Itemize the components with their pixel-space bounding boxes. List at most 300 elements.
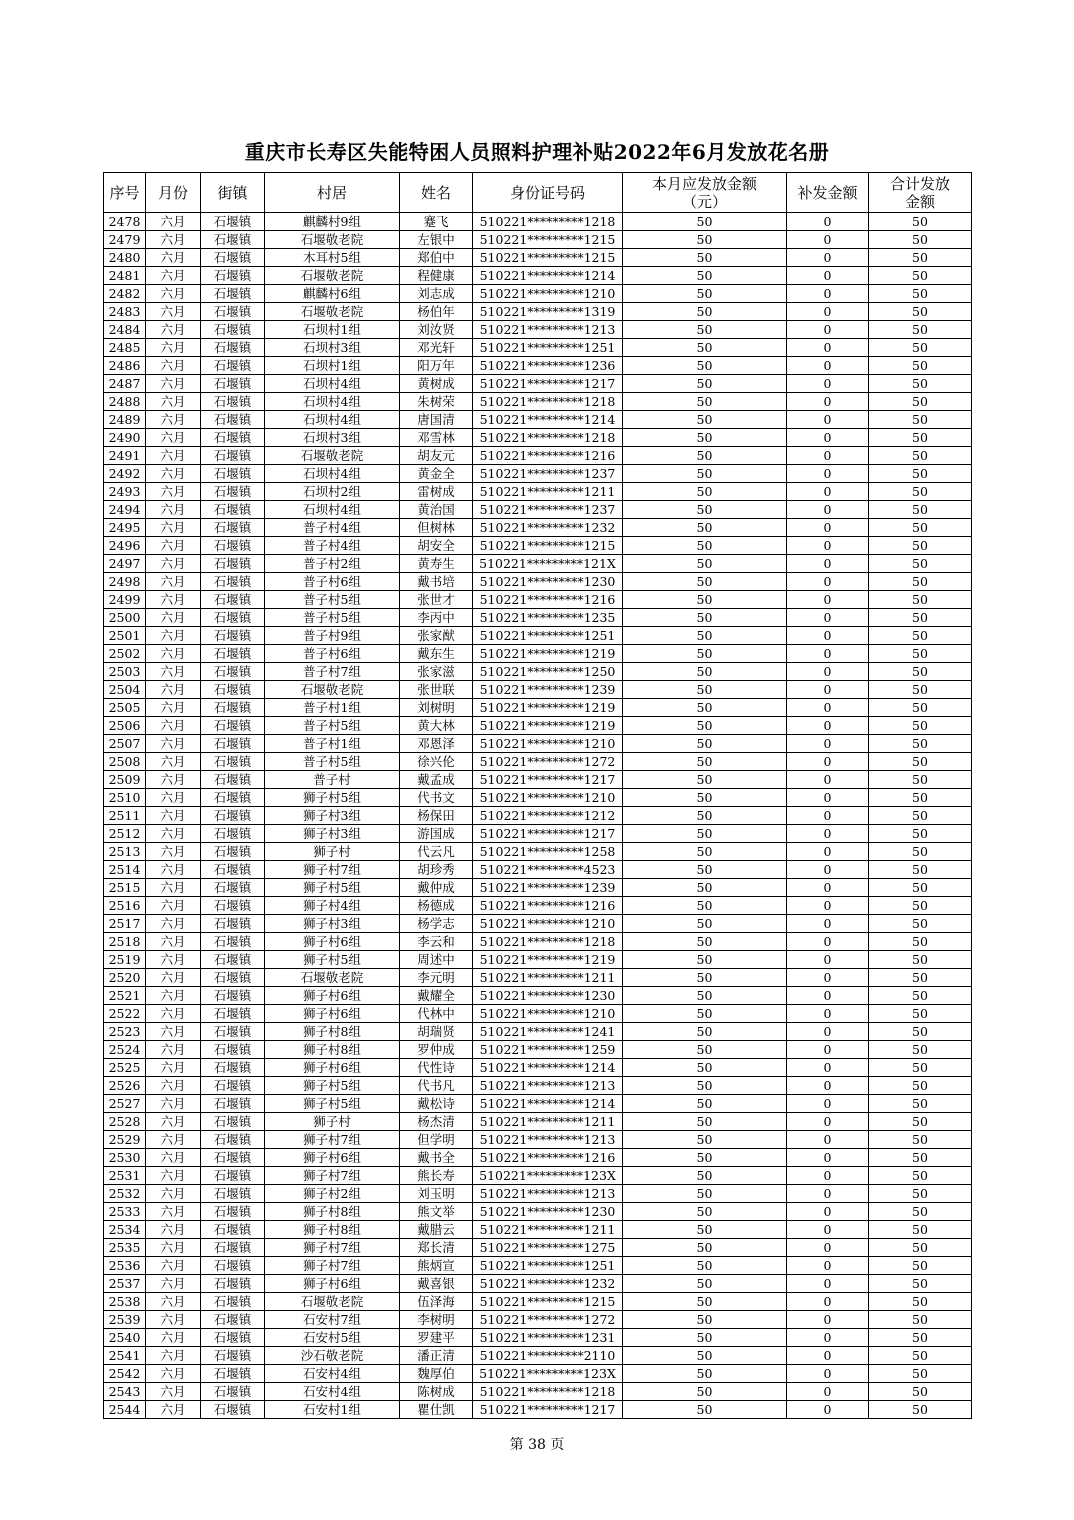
- cell-total-amount: 50: [869, 591, 972, 609]
- cell-name: 胡安全: [400, 537, 473, 555]
- table-row: [104, 573, 972, 591]
- cell-village: 狮子村8组: [265, 1041, 400, 1059]
- cell-month: 六月: [146, 1293, 201, 1311]
- cell-month: 六月: [146, 843, 201, 861]
- cell-name: 胡友元: [400, 447, 473, 465]
- cell-seq: 2483: [104, 303, 146, 321]
- cell-name: 刘树明: [400, 699, 473, 717]
- cell-total-amount: 50: [869, 969, 972, 987]
- cell-name: 杨杰清: [400, 1113, 473, 1131]
- cell-month: 六月: [146, 1365, 201, 1383]
- cell-supplement-amount: 0: [787, 753, 869, 771]
- cell-month: 六月: [146, 555, 201, 573]
- cell-id-number: 510221*********1210: [473, 1005, 623, 1023]
- cell-village: 狮子村8组: [265, 1023, 400, 1041]
- table-row: [104, 1077, 972, 1095]
- cell-name: 戴松诗: [400, 1095, 473, 1113]
- cell-total-amount: 50: [869, 1365, 972, 1383]
- cell-id-number: 510221*********1251: [473, 339, 623, 357]
- cell-id-number: 510221*********1211: [473, 1221, 623, 1239]
- cell-month: 六月: [146, 1347, 201, 1365]
- cell-month: 六月: [146, 1113, 201, 1131]
- cell-monthly-amount: 50: [623, 393, 787, 411]
- cell-monthly-amount: 50: [623, 1077, 787, 1095]
- cell-village: 狮子村7组: [265, 861, 400, 879]
- cell-total-amount: 50: [869, 285, 972, 303]
- cell-month: 六月: [146, 357, 201, 375]
- cell-town: 石堰镇: [201, 879, 265, 897]
- cell-name: 张家滋: [400, 663, 473, 681]
- cell-monthly-amount: 50: [623, 321, 787, 339]
- cell-name: 代云凡: [400, 843, 473, 861]
- cell-supplement-amount: 0: [787, 807, 869, 825]
- cell-town: 石堰镇: [201, 357, 265, 375]
- cell-name: 潘正清: [400, 1347, 473, 1365]
- cell-id-number: 510221*********1251: [473, 1257, 623, 1275]
- cell-seq: 2480: [104, 249, 146, 267]
- cell-supplement-amount: 0: [787, 357, 869, 375]
- cell-name: 徐兴伦: [400, 753, 473, 771]
- table-row: [104, 663, 972, 681]
- cell-supplement-amount: 0: [787, 1149, 869, 1167]
- cell-id-number: 510221*********1251: [473, 627, 623, 645]
- cell-seq: 2508: [104, 753, 146, 771]
- cell-village: 狮子村7组: [265, 1239, 400, 1257]
- cell-supplement-amount: 0: [787, 483, 869, 501]
- cell-name: 熊长寿: [400, 1167, 473, 1185]
- cell-name: 代性诗: [400, 1059, 473, 1077]
- cell-supplement-amount: 0: [787, 663, 869, 681]
- cell-total-amount: 50: [869, 447, 972, 465]
- cell-total-amount: 50: [869, 321, 972, 339]
- cell-monthly-amount: 50: [623, 465, 787, 483]
- cell-month: 六月: [146, 321, 201, 339]
- cell-name: 杨伯年: [400, 303, 473, 321]
- table-row: [104, 861, 972, 879]
- cell-name: 戴耀全: [400, 987, 473, 1005]
- cell-town: 石堰镇: [201, 1041, 265, 1059]
- cell-village: 石堰敬老院: [265, 303, 400, 321]
- cell-name: 黄治国: [400, 501, 473, 519]
- cell-name: 代书凡: [400, 1077, 473, 1095]
- cell-town: 石堰镇: [201, 1401, 265, 1419]
- cell-town: 石堰镇: [201, 789, 265, 807]
- cell-seq: 2532: [104, 1185, 146, 1203]
- cell-seq: 2490: [104, 429, 146, 447]
- cell-supplement-amount: 0: [787, 519, 869, 537]
- table-row: [104, 807, 972, 825]
- cell-id-number: 510221*********1217: [473, 375, 623, 393]
- cell-town: 石堰镇: [201, 969, 265, 987]
- cell-month: 六月: [146, 1203, 201, 1221]
- cell-id-number: 510221*********1230: [473, 1203, 623, 1221]
- cell-supplement-amount: 0: [787, 285, 869, 303]
- cell-month: 六月: [146, 609, 201, 627]
- cell-town: 石堰镇: [201, 1347, 265, 1365]
- cell-total-amount: 50: [869, 753, 972, 771]
- cell-town: 石堰镇: [201, 1383, 265, 1401]
- cell-monthly-amount: 50: [623, 1041, 787, 1059]
- cell-village: 普子村5组: [265, 609, 400, 627]
- cell-supplement-amount: 0: [787, 267, 869, 285]
- cell-month: 六月: [146, 1221, 201, 1239]
- table-row: [104, 1131, 972, 1149]
- cell-total-amount: 50: [869, 663, 972, 681]
- cell-monthly-amount: 50: [623, 951, 787, 969]
- cell-village: 狮子村3组: [265, 807, 400, 825]
- cell-village: 普子村9组: [265, 627, 400, 645]
- table-row: [104, 1221, 972, 1239]
- cell-supplement-amount: 0: [787, 501, 869, 519]
- cell-name: 黄大林: [400, 717, 473, 735]
- cell-name: 黄寿生: [400, 555, 473, 573]
- cell-total-amount: 50: [869, 699, 972, 717]
- cell-village: 石安村4组: [265, 1365, 400, 1383]
- cell-id-number: 510221*********1218: [473, 429, 623, 447]
- cell-month: 六月: [146, 501, 201, 519]
- cell-town: 石堰镇: [201, 1185, 265, 1203]
- cell-town: 石堰镇: [201, 1365, 265, 1383]
- cell-town: 石堰镇: [201, 843, 265, 861]
- cell-seq: 2543: [104, 1383, 146, 1401]
- cell-month: 六月: [146, 483, 201, 501]
- cell-id-number: 510221*********1232: [473, 1275, 623, 1293]
- cell-supplement-amount: 0: [787, 1311, 869, 1329]
- cell-name: 戴仲成: [400, 879, 473, 897]
- cell-supplement-amount: 0: [787, 447, 869, 465]
- cell-town: 石堰镇: [201, 249, 265, 267]
- header-total-amount: 合计发放 金额: [869, 173, 972, 213]
- cell-name: 左银中: [400, 231, 473, 249]
- table-row: [104, 375, 972, 393]
- cell-monthly-amount: 50: [623, 1257, 787, 1275]
- cell-id-number: 510221*********1215: [473, 1293, 623, 1311]
- cell-month: 六月: [146, 573, 201, 591]
- cell-monthly-amount: 50: [623, 1149, 787, 1167]
- cell-monthly-amount: 50: [623, 267, 787, 285]
- cell-month: 六月: [146, 393, 201, 411]
- cell-id-number: 510221*********1211: [473, 969, 623, 987]
- cell-monthly-amount: 50: [623, 843, 787, 861]
- cell-village: 石堰敬老院: [265, 447, 400, 465]
- header-monthly-amount: 本月应发放金额 （元）: [623, 173, 787, 213]
- cell-monthly-amount: 50: [623, 1347, 787, 1365]
- cell-seq: 2531: [104, 1167, 146, 1185]
- cell-id-number: 510221*********1219: [473, 699, 623, 717]
- table-row: [104, 1329, 972, 1347]
- cell-name: 杨保田: [400, 807, 473, 825]
- cell-seq: 2487: [104, 375, 146, 393]
- cell-month: 六月: [146, 861, 201, 879]
- cell-total-amount: 50: [869, 933, 972, 951]
- cell-supplement-amount: 0: [787, 645, 869, 663]
- cell-name: 杨德成: [400, 897, 473, 915]
- table-row: [104, 1401, 972, 1419]
- cell-total-amount: 50: [869, 1275, 972, 1293]
- cell-monthly-amount: 50: [623, 735, 787, 753]
- cell-seq: 2514: [104, 861, 146, 879]
- cell-village: 石安村5组: [265, 1329, 400, 1347]
- cell-village: 石堰敬老院: [265, 267, 400, 285]
- cell-id-number: 510221*********1258: [473, 843, 623, 861]
- cell-town: 石堰镇: [201, 213, 265, 231]
- cell-total-amount: 50: [869, 897, 972, 915]
- cell-village: 石堰敬老院: [265, 681, 400, 699]
- cell-supplement-amount: 0: [787, 1203, 869, 1221]
- cell-seq: 2530: [104, 1149, 146, 1167]
- cell-supplement-amount: 0: [787, 1401, 869, 1419]
- cell-village: 狮子村3组: [265, 825, 400, 843]
- table-row: [104, 339, 972, 357]
- cell-seq: 2489: [104, 411, 146, 429]
- cell-total-amount: 50: [869, 1005, 972, 1023]
- cell-village: 狮子村8组: [265, 1203, 400, 1221]
- cell-id-number: 510221*********1241: [473, 1023, 623, 1041]
- cell-id-number: 510221*********1217: [473, 825, 623, 843]
- header-village: 村居: [265, 173, 400, 213]
- cell-total-amount: 50: [869, 951, 972, 969]
- cell-town: 石堰镇: [201, 375, 265, 393]
- table-row: [104, 357, 972, 375]
- cell-village: 狮子村6组: [265, 1059, 400, 1077]
- cell-id-number: 510221*********1239: [473, 681, 623, 699]
- cell-id-number: 510221*********1210: [473, 735, 623, 753]
- cell-seq: 2491: [104, 447, 146, 465]
- cell-town: 石堰镇: [201, 1059, 265, 1077]
- cell-id-number: 510221*********1211: [473, 1113, 623, 1131]
- cell-name: 胡瑞贤: [400, 1023, 473, 1041]
- cell-total-amount: 50: [869, 1113, 972, 1131]
- cell-town: 石堰镇: [201, 753, 265, 771]
- cell-village: 普子村5组: [265, 753, 400, 771]
- table-row: [104, 933, 972, 951]
- cell-village: 石坝村4组: [265, 411, 400, 429]
- cell-month: 六月: [146, 447, 201, 465]
- cell-name: 周述中: [400, 951, 473, 969]
- cell-village: 狮子村6组: [265, 987, 400, 1005]
- cell-total-amount: 50: [869, 483, 972, 501]
- cell-monthly-amount: 50: [623, 681, 787, 699]
- cell-village: 狮子村7组: [265, 1131, 400, 1149]
- cell-seq: 2482: [104, 285, 146, 303]
- cell-name: 罗仲成: [400, 1041, 473, 1059]
- cell-name: 杨学志: [400, 915, 473, 933]
- cell-town: 石堰镇: [201, 681, 265, 699]
- cell-name: 雷树成: [400, 483, 473, 501]
- cell-seq: 2499: [104, 591, 146, 609]
- cell-total-amount: 50: [869, 1311, 972, 1329]
- cell-seq: 2493: [104, 483, 146, 501]
- document-title: 重庆市长寿区失能特困人员照料护理补贴2022年6月发放花名册: [244, 140, 830, 164]
- cell-seq: 2538: [104, 1293, 146, 1311]
- cell-town: 石堰镇: [201, 1203, 265, 1221]
- cell-supplement-amount: 0: [787, 303, 869, 321]
- cell-village: 石安村4组: [265, 1383, 400, 1401]
- cell-town: 石堰镇: [201, 1311, 265, 1329]
- table-row: [104, 1275, 972, 1293]
- cell-town: 石堰镇: [201, 1077, 265, 1095]
- cell-village: 石坝村4组: [265, 465, 400, 483]
- cell-name: 熊文举: [400, 1203, 473, 1221]
- page-number: 第 38 页: [509, 1437, 565, 1453]
- cell-town: 石堰镇: [201, 411, 265, 429]
- cell-town: 石堰镇: [201, 933, 265, 951]
- cell-id-number: 510221*********1272: [473, 753, 623, 771]
- cell-seq: 2542: [104, 1365, 146, 1383]
- cell-village: 狮子村7组: [265, 1167, 400, 1185]
- cell-name: 朱树荣: [400, 393, 473, 411]
- cell-month: 六月: [146, 1383, 201, 1401]
- cell-town: 石堰镇: [201, 321, 265, 339]
- cell-total-amount: 50: [869, 681, 972, 699]
- cell-name: 游国成: [400, 825, 473, 843]
- cell-id-number: 510221*********1210: [473, 285, 623, 303]
- table-row: [104, 303, 972, 321]
- cell-village: 石堰敬老院: [265, 969, 400, 987]
- cell-village: 沙石敬老院: [265, 1347, 400, 1365]
- cell-supplement-amount: 0: [787, 1095, 869, 1113]
- cell-total-amount: 50: [869, 303, 972, 321]
- cell-month: 六月: [146, 1167, 201, 1185]
- cell-village: 普子村7组: [265, 663, 400, 681]
- cell-supplement-amount: 0: [787, 627, 869, 645]
- cell-name: 李元明: [400, 969, 473, 987]
- cell-seq: 2534: [104, 1221, 146, 1239]
- cell-seq: 2503: [104, 663, 146, 681]
- cell-village: 石坝村3组: [265, 429, 400, 447]
- cell-town: 石堰镇: [201, 627, 265, 645]
- cell-id-number: 510221*********1219: [473, 717, 623, 735]
- cell-supplement-amount: 0: [787, 1005, 869, 1023]
- cell-village: 狮子村6组: [265, 1005, 400, 1023]
- cell-village: 狮子村6组: [265, 1149, 400, 1167]
- cell-id-number: 510221*********1218: [473, 1383, 623, 1401]
- cell-name: 伍泽海: [400, 1293, 473, 1311]
- cell-name: 刘玉明: [400, 1185, 473, 1203]
- cell-month: 六月: [146, 267, 201, 285]
- cell-village: 石堰敬老院: [265, 231, 400, 249]
- table-row: [104, 1203, 972, 1221]
- table-row: [104, 213, 972, 231]
- cell-total-amount: 50: [869, 1059, 972, 1077]
- cell-total-amount: 50: [869, 1221, 972, 1239]
- cell-month: 六月: [146, 1257, 201, 1275]
- table-row: [104, 1185, 972, 1203]
- cell-monthly-amount: 50: [623, 537, 787, 555]
- cell-name: 郑伯中: [400, 249, 473, 267]
- cell-supplement-amount: 0: [787, 573, 869, 591]
- cell-seq: 2502: [104, 645, 146, 663]
- cell-supplement-amount: 0: [787, 1167, 869, 1185]
- cell-seq: 2539: [104, 1311, 146, 1329]
- cell-supplement-amount: 0: [787, 321, 869, 339]
- cell-village: 狮子村: [265, 1113, 400, 1131]
- cell-monthly-amount: 50: [623, 357, 787, 375]
- table-row: [104, 501, 972, 519]
- cell-seq: 2500: [104, 609, 146, 627]
- cell-monthly-amount: 50: [623, 627, 787, 645]
- cell-id-number: 510221*********1235: [473, 609, 623, 627]
- cell-month: 六月: [146, 1131, 201, 1149]
- cell-id-number: 510221*********1250: [473, 663, 623, 681]
- table-row: [104, 825, 972, 843]
- cell-village: 石坝村2组: [265, 483, 400, 501]
- cell-month: 六月: [146, 429, 201, 447]
- cell-seq: 2521: [104, 987, 146, 1005]
- cell-supplement-amount: 0: [787, 897, 869, 915]
- cell-seq: 2506: [104, 717, 146, 735]
- cell-village: 木耳村5组: [265, 249, 400, 267]
- cell-village: 石坝村1组: [265, 357, 400, 375]
- cell-supplement-amount: 0: [787, 843, 869, 861]
- cell-id-number: 510221*********1217: [473, 771, 623, 789]
- table-row: [104, 897, 972, 915]
- cell-month: 六月: [146, 1311, 201, 1329]
- cell-supplement-amount: 0: [787, 1383, 869, 1401]
- cell-monthly-amount: 50: [623, 663, 787, 681]
- table-header-row: [104, 173, 972, 213]
- cell-id-number: 510221*********1216: [473, 897, 623, 915]
- cell-month: 六月: [146, 1023, 201, 1041]
- cell-name: 但学明: [400, 1131, 473, 1149]
- cell-seq: 2540: [104, 1329, 146, 1347]
- cell-total-amount: 50: [869, 1149, 972, 1167]
- cell-id-number: 510221*********1239: [473, 879, 623, 897]
- cell-month: 六月: [146, 717, 201, 735]
- cell-seq: 2522: [104, 1005, 146, 1023]
- cell-monthly-amount: 50: [623, 825, 787, 843]
- cell-town: 石堰镇: [201, 1257, 265, 1275]
- cell-town: 石堰镇: [201, 1005, 265, 1023]
- cell-month: 六月: [146, 681, 201, 699]
- cell-id-number: 510221*********1319: [473, 303, 623, 321]
- cell-village: 普子村1组: [265, 735, 400, 753]
- cell-total-amount: 50: [869, 1401, 972, 1419]
- cell-village: 普子村5组: [265, 591, 400, 609]
- table-row: [104, 1383, 972, 1401]
- table-row: [104, 753, 972, 771]
- cell-month: 六月: [146, 789, 201, 807]
- cell-id-number: 510221*********123X: [473, 1365, 623, 1383]
- cell-seq: 2511: [104, 807, 146, 825]
- cell-name: 戴腊云: [400, 1221, 473, 1239]
- cell-monthly-amount: 50: [623, 915, 787, 933]
- cell-seq: 2504: [104, 681, 146, 699]
- cell-village: 狮子村5组: [265, 1077, 400, 1095]
- cell-monthly-amount: 50: [623, 987, 787, 1005]
- cell-seq: 2536: [104, 1257, 146, 1275]
- cell-month: 六月: [146, 1185, 201, 1203]
- cell-id-number: 510221*********1213: [473, 1131, 623, 1149]
- cell-supplement-amount: 0: [787, 951, 869, 969]
- cell-month: 六月: [146, 1077, 201, 1095]
- table-row: [104, 987, 972, 1005]
- cell-supplement-amount: 0: [787, 771, 869, 789]
- cell-town: 石堰镇: [201, 573, 265, 591]
- cell-monthly-amount: 50: [623, 897, 787, 915]
- cell-total-amount: 50: [869, 357, 972, 375]
- cell-village: 麒麟村9组: [265, 213, 400, 231]
- cell-monthly-amount: 50: [623, 1005, 787, 1023]
- cell-id-number: 510221*********1236: [473, 357, 623, 375]
- cell-month: 六月: [146, 591, 201, 609]
- cell-id-number: 510221*********4523: [473, 861, 623, 879]
- cell-month: 六月: [146, 249, 201, 267]
- header-seq: 序号: [104, 173, 146, 213]
- cell-village: 普子村4组: [265, 519, 400, 537]
- table-row: [104, 735, 972, 753]
- cell-supplement-amount: 0: [787, 429, 869, 447]
